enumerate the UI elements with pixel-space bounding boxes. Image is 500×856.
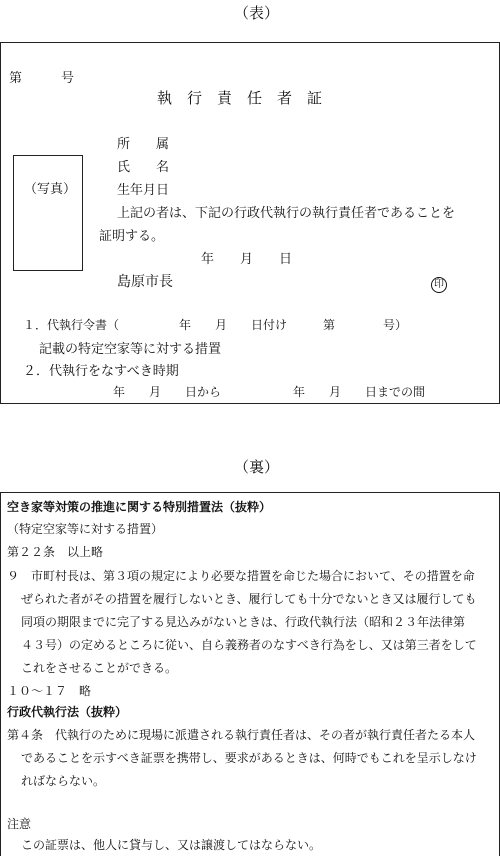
para9-line5: これをさせることができる。 — [21, 661, 178, 675]
article4-line3: ればならない。 — [21, 774, 106, 788]
seal-mark — [431, 272, 447, 293]
item1-line2: 記載の特定空家等に対する措置 — [39, 342, 222, 357]
back-heading: （裏） — [234, 458, 280, 476]
item2-line1: ２．代執行をなすべき時期 — [23, 364, 179, 379]
para9-line4: ４３号）の定めるところに従い、自ら義務者のなすべき行為をし、又は第三者をして — [21, 638, 477, 652]
number-label: 第 号 — [9, 71, 75, 86]
statement-line2: 証明する。 — [99, 229, 165, 244]
front-heading: （表） — [234, 4, 280, 22]
article4-line1: 第４条 代執行のために現場に派遣される執行責任者は、その者が執行責任者たる本人 — [7, 728, 476, 742]
field-name: 氏 名 — [117, 160, 170, 175]
para9-line2: ぜられた者がその措置を履行しないとき、履行しても十分でないとき又は履行しても — [21, 592, 477, 606]
field-affiliation: 所 属 — [117, 137, 170, 152]
photo-frame — [13, 155, 83, 271]
field-birthdate: 生年月日 — [117, 183, 170, 198]
item2-line2: 年 月 日から 年 月 日までの間 — [113, 385, 426, 399]
law1-title: 空き家等対策の推進に関する特別措置法（抜粋） — [7, 500, 272, 514]
note-text: この証票は、他人に貸与し、又は譲渡してはならない。 — [21, 838, 322, 852]
photo-label: （写真） — [24, 182, 77, 197]
issue-date: 年 月 日 — [201, 252, 293, 267]
seal-icon: 印 — [431, 277, 447, 293]
issuer: 島原市長 — [117, 274, 173, 290]
front-card — [0, 42, 500, 404]
item1-line1: １．代執行令書（ 年 月 日付け 第 号） — [23, 318, 408, 332]
note-label: 注意 — [7, 817, 32, 831]
article4-line2: であることを示すべき証票を携帯し、要求があるときは、何時でもこれを呈示しなけ — [21, 751, 477, 765]
omitted-articles: １０〜１７ 略 — [7, 684, 92, 698]
back-card — [0, 492, 500, 856]
statement-line1: 上記の者は、下記の行政代執行の執行責任者であることを — [117, 206, 456, 221]
para9-line1: ９ 市町村長は、第３項の規定により必要な措置を命じた場合において、その措置を命 — [7, 569, 475, 583]
law2-title: 行政代執行法（抜粋） — [7, 705, 128, 719]
certificate-title: 執 行 責 任 者 証 — [157, 89, 323, 107]
article-22: 第２２条 以上略 — [7, 545, 104, 559]
para9-line3: 同項の期限までに完了する見込みがないときは、行政代執行法（昭和２３年法律第 — [21, 615, 466, 629]
law1-subtitle: （特定空家等に対する措置） — [7, 522, 164, 536]
